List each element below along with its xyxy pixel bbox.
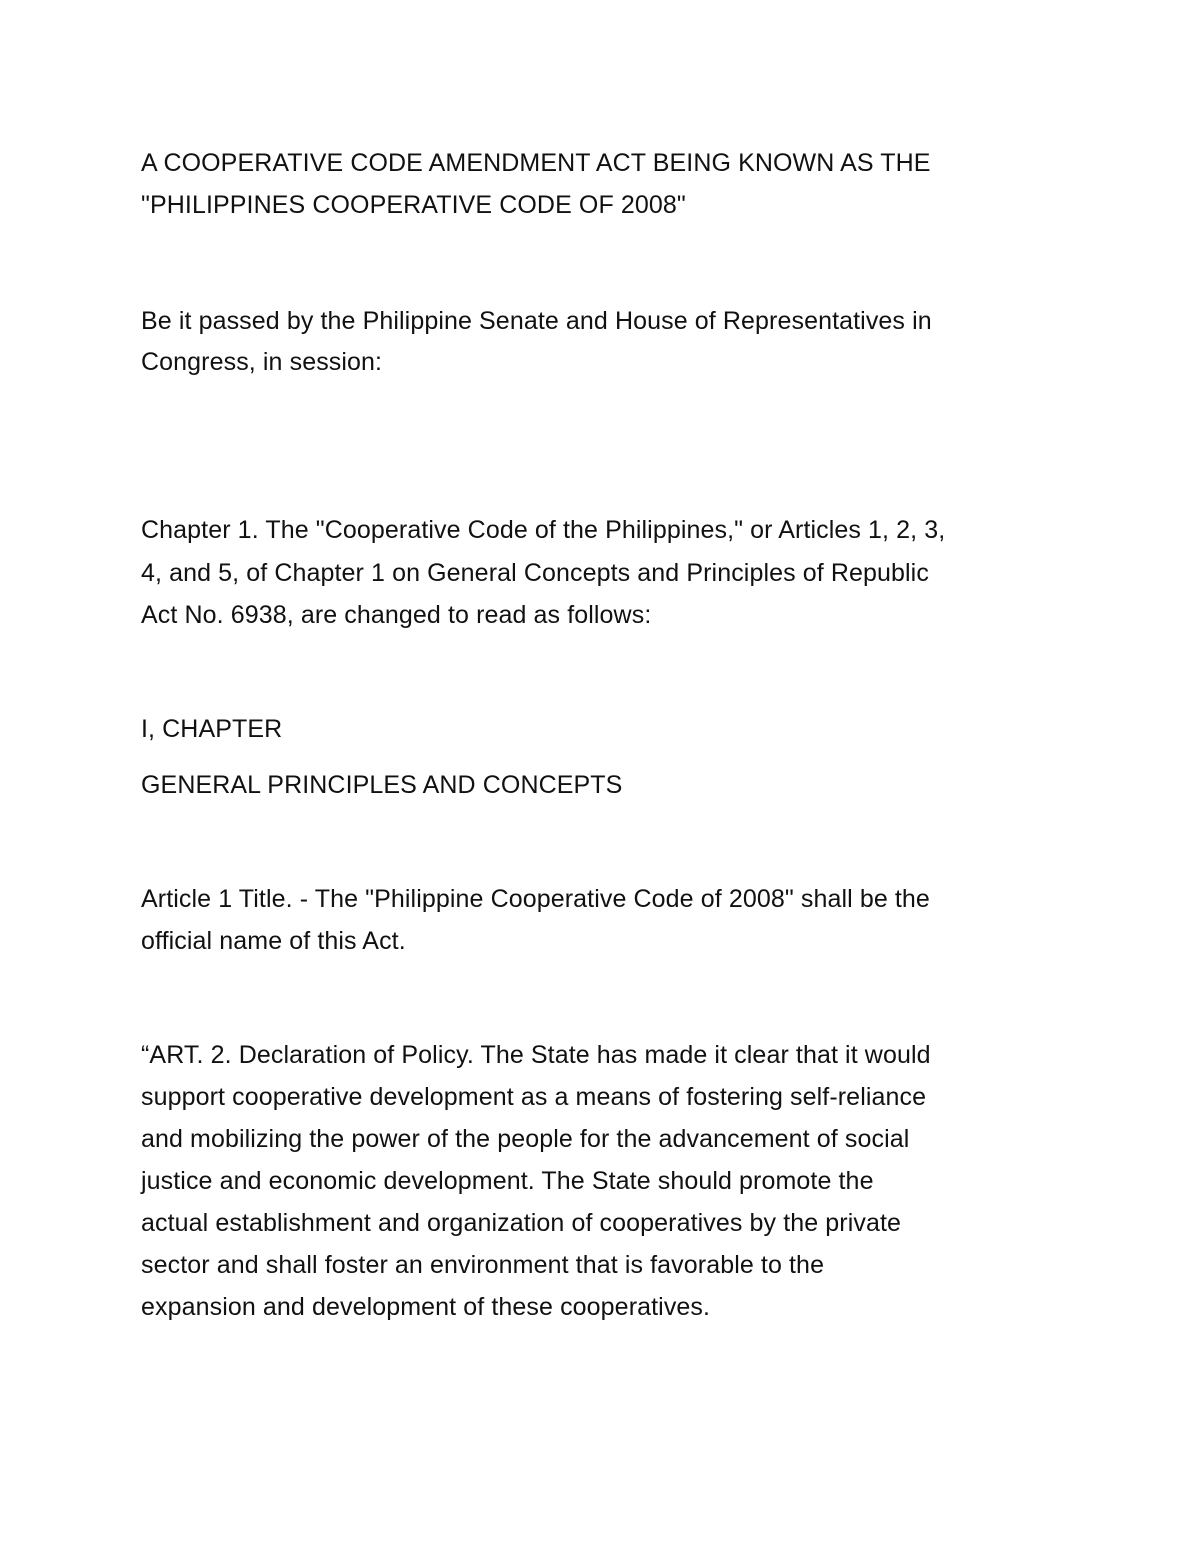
article2-line-6: sector and shall foster an environment that is favorable to the <box>141 1251 825 1279</box>
article2-line-3: and mobilizing the power of the people for the advancement of social <box>141 1125 910 1153</box>
title-line-1: A COOPERATIVE CODE AMENDMENT ACT BEING KNOWN AS THE <box>141 149 931 177</box>
title-line-2: "PHILIPPINES COOPERATIVE CODE OF 2008" <box>141 191 686 219</box>
article1-line-2: official name of this Act. <box>141 927 406 955</box>
chapter-intro-line-3: Act No. 6938, are changed to read as follows: <box>141 601 652 629</box>
chapter-intro-line-1: Chapter 1. The "Cooperative Code of the Philippines," or Articles 1, 2, 3, <box>141 516 946 544</box>
enacting-line-2: Congress, in session: <box>141 348 383 376</box>
chapter-intro-line-2: 4, and 5, of Chapter 1 on General Concepts and Principles of Republic <box>141 559 929 587</box>
article1-line-1: Article 1 Title. - The "Philippine Cooperative Code of 2008" shall be the <box>141 885 930 913</box>
enacting-line-1: Be it passed by the Philippine Senate and House of Representatives in <box>141 307 932 335</box>
article2-line-5: actual establishment and organization of cooperatives by the private <box>141 1209 902 1237</box>
article2-line-4: justice and economic development. The State should promote the <box>141 1167 874 1195</box>
article2-line-1: “ART. 2. Declaration of Policy. The State has made it clear that it would <box>141 1041 931 1069</box>
article2-line-7: expansion and development of these cooperatives. <box>141 1293 711 1321</box>
article2-line-2: support cooperative development as a means of fostering self-reliance <box>141 1083 927 1111</box>
chapter-subheading: GENERAL PRINCIPLES AND CONCEPTS <box>141 771 623 799</box>
chapter-heading: I, CHAPTER <box>141 715 283 743</box>
